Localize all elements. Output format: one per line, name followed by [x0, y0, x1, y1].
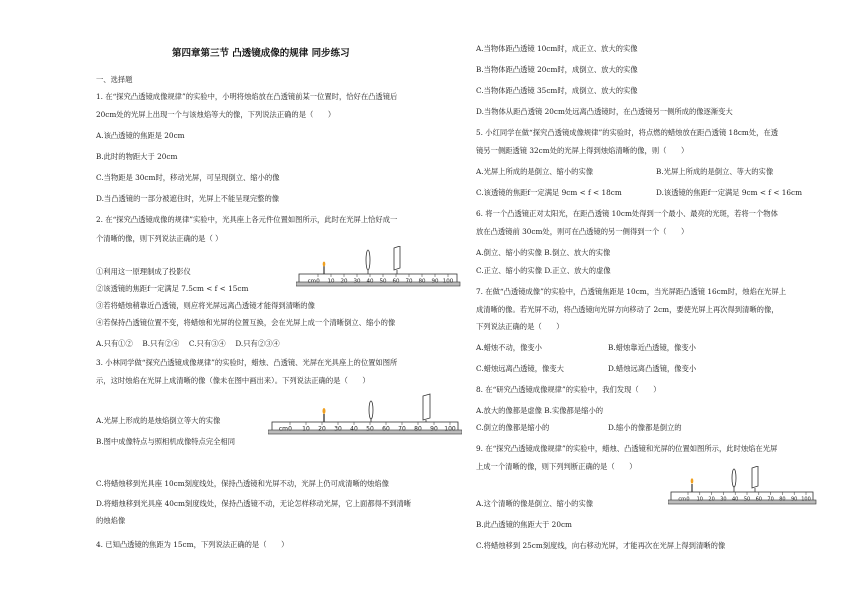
q7-option-d: D.蜡烛远离凸透镜，像变小	[608, 364, 697, 373]
q9-optical-bench-figure	[668, 466, 818, 512]
q7-stem-line1: 7. 在做“凸透镜成像”的实验中，凸透镜焦距是 10cm，当光屏距凸透镜 16cm时，烛焰在光屏上	[476, 287, 787, 296]
scale-tick-label: 70	[405, 278, 413, 285]
scale-tick-label: 60	[382, 425, 390, 433]
q9-option-c: C.将蜡烛移到 25cm刻度线，向右移动光屏，才能再次在光屏上得到清晰的像	[476, 541, 726, 550]
scale-tick-label: 10	[302, 425, 310, 433]
q3-optical-bench-figure	[268, 392, 462, 444]
q2-statement-1: ①利用这一原理制成了投影仪	[96, 267, 191, 276]
q9-option-b: B.此凸透镜的焦距大于 20cm	[476, 520, 572, 529]
q7-option-b: B.蜡烛靠近凸透镜，像变小	[608, 343, 696, 352]
scale-tick-label: 100	[801, 496, 811, 503]
q6-stem-line1: 6. 将一个凸透镜正对太阳光，在距凸透镜 10cm处得到一个最小、最亮的光斑，若将一个物体	[476, 209, 778, 218]
q5-stem-line1: 5. 小红同学在做“探究凸透镜成像规律”的实验时，将点燃的蜡烛放在距凸透镜 18cm处，在透	[476, 128, 779, 137]
scale-tick-label: 40	[366, 278, 374, 285]
scale-tick-label: 80	[418, 278, 426, 285]
scale-unit-label: cm	[307, 278, 316, 285]
q9-option-a: A.这个清晰的像是倒立、缩小的实像	[476, 499, 594, 508]
q5-option-a: A.光屏上所成的是倒立、缩小的实像	[476, 167, 594, 176]
scale-tick-label: 30	[334, 425, 342, 433]
q7-stem-line2: 成清晰的像。若光屏不动，将凸透镜向光屏方向移动了 2cm，要使光屏上再次得到清晰的像，	[476, 305, 779, 314]
scale-tick-label: 50	[379, 278, 387, 285]
scale-unit-label: cm	[678, 496, 686, 503]
q8-stem: 8. 在“研究凸透镜成像规律”的实验中，我们发现（ ）	[476, 385, 661, 394]
q7-option-a: A.蜡烛不动，像变小	[476, 343, 542, 352]
q4-stem: 4. 已知凸透镜的焦距为 15cm，下列说法正确的是（ ）	[96, 540, 289, 549]
scale-tick-label: 40	[732, 496, 739, 503]
scale-tick-label: 30	[720, 496, 727, 503]
q5-option-d: D.该透镜的焦距f一定满足 9cm < f < 16cm	[656, 188, 803, 197]
lens-icon	[366, 250, 370, 270]
lens-icon	[369, 401, 373, 419]
page-title: 第四章第三节 凸透镜成像的规律 同步练习	[172, 48, 350, 59]
q9-stem-line2: 上成一个清晰的像，则下列判断正确的是（ ）	[476, 462, 637, 471]
q7-stem-line3: 下列说法正确的是（ ）	[476, 322, 564, 331]
scale-tick-label: 20	[708, 496, 715, 503]
scale-tick-label: 40	[350, 425, 358, 433]
q3-option-c: C.将蜡烛移到光具座 10cm刻度线处，保持凸透镜和光屏不动，光屏上仍可成清晰的烛焰像	[96, 479, 389, 488]
scale-tick-label: 90	[431, 278, 439, 285]
q1-option-d: D.当凸透镜的一部分被遮住时，光屏上不能呈现完整的像	[96, 194, 280, 203]
q3-option-b: B.图中成像特点与照相机成像特点完全相同	[96, 437, 236, 446]
q3-option-a: A.光屏上形成的是烛焰倒立等大的实像	[96, 416, 221, 425]
q2-statement-4: ④若保持凸透镜位置不变，将蜡烛和光屏的位置互换，会在光屏上成一个清晰倒立、缩小的像	[96, 318, 396, 327]
scale-tick-label: 0	[316, 278, 320, 285]
scale-tick-label: 20	[340, 278, 348, 285]
q6-options-cd: C.正立、缩小的实像 D.正立、放大的虚像	[476, 266, 611, 275]
section-label: 一、选择题	[96, 75, 133, 84]
q6-stem-line2: 放在凸透镜前 30cm处，则可在凸透镜的另一侧得到一个（ ）	[476, 227, 689, 236]
scale-tick-label: 10	[696, 496, 703, 503]
scale-tick-label: 90	[791, 496, 798, 503]
q4-option-b: B.当物体距凸透镜 20cm时，成倒立、放大的实像	[476, 65, 638, 74]
scale-tick-label: 70	[398, 425, 406, 433]
scale-tick-label: 20	[318, 425, 326, 433]
q2-stem-line2: 个清晰的像，则下列说法正确的是（ ）	[96, 234, 223, 243]
q8-options-ab: A.放大的像都是虚像 B.实像都是缩小的	[476, 406, 604, 415]
q2-options: A.只有①② B.只有②④ C.只有③④ D.只有②③④	[96, 339, 280, 348]
scale-tick-label: 100	[444, 425, 456, 433]
scale-tick-label: 80	[414, 425, 422, 433]
scale-tick-label: 0	[686, 496, 690, 503]
flame-icon	[323, 408, 326, 414]
q2-optical-bench-figure	[296, 246, 462, 292]
q1-stem-line2: 20cm处的光屏上出现一个与该烛焰等大的像，下列说法正确的是（ ）	[96, 110, 336, 119]
scale-tick-label: 0	[288, 425, 292, 433]
q4-option-d: D.当物体从距凸透镜 20cm处远离凸透镜时，在凸透镜另一侧所成的像逐渐变大	[476, 107, 733, 116]
scale-tick-label: 80	[779, 496, 786, 503]
q5-option-b: B.光屏上所成的是倒立、等大的实像	[656, 167, 774, 176]
q3-stem-line2: 示，这时烛焰在光屏上成清晰的像（像未在图中画出来）。下列说法正确的是（ ）	[96, 376, 370, 385]
q1-stem-line1: 1. 在“探究凸透镜成像规律”的实验中，小明将烛焰放在凸透镜前某一位置时，恰好在凸透镜后	[96, 92, 398, 101]
q3-stem-line1: 3. 小林同学做“探究凸透镜成像规律”的实验时，蜡烛、凸透镜、光屏在光具座上的位置如图所	[96, 358, 398, 367]
q2-stem-line1: 2. 在“探究凸透镜成像的规律”实验中，光具座上各元件位置如图所示，此时在光屏上恰好成一	[96, 215, 398, 224]
q8-option-d: D.缩小的像都是倒立的	[608, 423, 682, 432]
q3-option-d-line2: 的烛焰像	[96, 516, 126, 525]
q1-option-a: A.该凸透镜的焦距是 20cm	[96, 131, 185, 140]
q3-option-d-line1: D.将蜡烛移到光具座 40cm刻度线处，保持凸透镜不动，无论怎样移动光屏，它上面都得不到清晰	[96, 499, 412, 508]
scale-tick-label: 90	[430, 425, 438, 433]
scale-tick-label: 100	[442, 278, 454, 285]
scale-tick-label: 50	[743, 496, 751, 503]
q1-option-c: C.当物距是 30cm时，移动光屏，可呈现倒立、缩小的像	[96, 173, 280, 182]
scale-tick-label: 60	[755, 496, 762, 503]
flame-icon	[691, 478, 694, 483]
q6-options-ab: A.倒立、缩小的实像 B.倒立、放大的实像	[476, 248, 611, 257]
scale-tick-label: 10	[327, 278, 335, 285]
screen-icon	[752, 466, 758, 488]
q4-option-a: A.当物体距凸透镜 10cm时，成正立、放大的实像	[476, 44, 638, 53]
flame-icon	[323, 262, 326, 267]
screen-icon	[423, 394, 430, 420]
q5-option-c: C.该透镜的焦距f一定满足 9cm < f < 18cm	[476, 188, 622, 197]
q5-stem-line2: 镜另一侧距透镜 32cm处的光屏上得到烛焰清晰的像，则（ ）	[476, 146, 689, 155]
scale-tick-label: 70	[767, 496, 774, 503]
scale-tick-label: 50	[366, 425, 374, 433]
q8-option-c: C.倒立的像都是缩小的	[476, 423, 550, 432]
scale-tick-label: 60	[392, 278, 400, 285]
q2-statement-2: ②该透镜的焦距f一定满足 7.5cm < f < 15cm	[96, 284, 249, 293]
lens-icon	[732, 469, 736, 487]
scale-unit-label: cm	[278, 425, 288, 433]
q1-option-b: B.此时的物距大于 20cm	[96, 152, 178, 161]
q9-stem-line1: 9. 在“探究凸透镜成像规律”的实验中，蜡烛、凸透镜和光屏的位置如图所示，此时烛焰在光屏	[476, 444, 778, 453]
q4-option-c: C.当物体距凸透镜 35cm时，成倒立、放大的实像	[476, 86, 638, 95]
scale-tick-label: 30	[353, 278, 361, 285]
screen-icon	[394, 246, 400, 270]
q2-statement-3: ③若将蜡烛稍靠近凸透镜，则应将光屏远离凸透镜才能得到清晰的像	[96, 301, 315, 310]
q7-option-c: C.蜡烛远离凸透镜，像变大	[476, 364, 564, 373]
